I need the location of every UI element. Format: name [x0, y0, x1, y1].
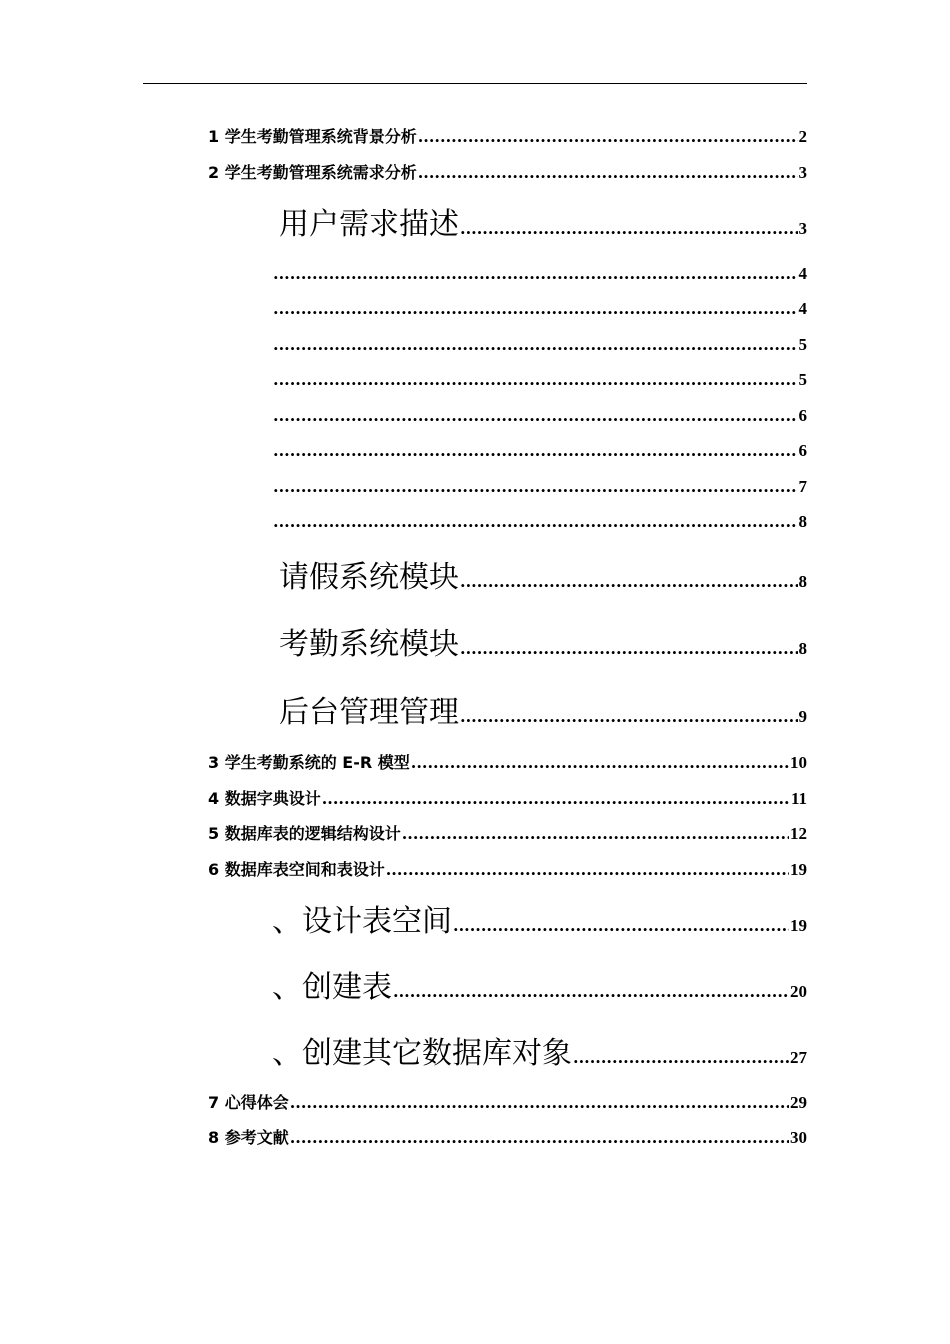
toc-entry[interactable] — [272, 1028, 807, 1072]
toc-page-number: 10 — [790, 753, 807, 772]
toc-entry[interactable] — [272, 264, 807, 284]
toc-page-number: 27 — [790, 1048, 807, 1067]
header-rule — [143, 83, 807, 84]
dot-leader — [460, 639, 798, 658]
toc-entry[interactable] — [208, 821, 807, 844]
toc-entry-title: 4 数据字典设计 — [208, 789, 321, 808]
dot-leader — [290, 1128, 789, 1147]
toc-entry[interactable] — [279, 552, 807, 596]
toc-page-number: 7 — [798, 477, 807, 496]
toc-entry-title: 2 学生考勤管理系统需求分析 — [208, 163, 417, 182]
dot-leader — [393, 982, 789, 1001]
dot-leader — [322, 789, 790, 808]
toc-entry[interactable] — [208, 1125, 807, 1148]
dot-leader — [460, 219, 798, 238]
toc-entry[interactable] — [208, 124, 807, 147]
toc-entry-title: 用户需求描述 — [279, 207, 459, 242]
dot-leader — [418, 163, 798, 182]
dot-leader — [273, 441, 798, 460]
toc-entry[interactable] — [208, 786, 807, 809]
dot-leader — [460, 707, 798, 726]
dot-leader — [290, 1093, 789, 1112]
toc-page-number: 5 — [798, 370, 807, 389]
toc-entry[interactable] — [272, 335, 807, 355]
toc-entry[interactable] — [272, 896, 807, 940]
toc-entry[interactable] — [272, 441, 807, 461]
dot-leader — [386, 860, 789, 879]
toc-page-number: 5 — [798, 335, 807, 354]
dot-leader — [273, 370, 798, 389]
dot-leader — [273, 264, 798, 283]
toc-page-number: 19 — [790, 860, 807, 879]
toc-entry[interactable] — [272, 962, 807, 1006]
dot-leader — [453, 916, 789, 935]
toc-entry-title: 5 数据库表的逻辑结构设计 — [208, 824, 401, 843]
toc-entry-title: 6 数据库表空间和表设计 — [208, 860, 385, 879]
toc-page-number: 19 — [790, 916, 807, 935]
toc-page-number: 6 — [798, 406, 807, 425]
toc-entry[interactable] — [272, 406, 807, 426]
dot-leader — [402, 824, 789, 843]
dot-leader — [573, 1048, 789, 1067]
toc-entry-title: 考勤系统模块 — [279, 627, 459, 662]
toc-entry[interactable] — [272, 512, 807, 532]
toc-entry[interactable] — [208, 857, 807, 880]
toc-entry-title: 7 心得体会 — [208, 1093, 289, 1112]
toc-entry-title: 、创建表 — [272, 970, 392, 1005]
toc-page-number: 4 — [798, 264, 807, 283]
toc-entry-title: 3 学生考勤系统的 E-R 模型 — [208, 753, 410, 772]
toc-entry-title: 请假系统模块 — [279, 560, 459, 595]
dot-leader — [460, 572, 798, 591]
toc-page-number: 4 — [798, 299, 807, 318]
toc-page-number: 9 — [798, 707, 807, 726]
toc-page-number: 2 — [798, 127, 807, 146]
toc-entry-title: 、创建其它数据库对象 — [272, 1036, 572, 1071]
toc-page-number: 6 — [798, 441, 807, 460]
toc-page-number: 30 — [790, 1128, 807, 1147]
toc-entry[interactable] — [279, 619, 807, 663]
toc-entry[interactable] — [208, 1090, 807, 1113]
toc-entry-title: 1 学生考勤管理系统背景分析 — [208, 127, 417, 146]
toc-page-number: 20 — [790, 982, 807, 1001]
toc-page-number: 3 — [798, 219, 807, 238]
toc-entry[interactable] — [279, 199, 807, 243]
dot-leader — [273, 299, 798, 318]
toc-entry-title: 8 参考文献 — [208, 1128, 289, 1147]
dot-leader — [418, 127, 798, 146]
toc-page-number: 29 — [790, 1093, 807, 1112]
toc-entry[interactable] — [272, 477, 807, 497]
toc-page-number: 12 — [790, 824, 807, 843]
dot-leader — [273, 512, 798, 531]
toc-page-number: 8 — [798, 572, 807, 591]
toc-entry-title: 后台管理管理 — [279, 695, 459, 730]
toc-entry-title: 、设计表空间 — [272, 904, 452, 939]
toc-entry[interactable] — [272, 299, 807, 319]
dot-leader — [411, 753, 789, 772]
dot-leader — [273, 335, 798, 354]
toc-entry[interactable] — [208, 160, 807, 183]
toc-page-number: 8 — [798, 639, 807, 658]
toc-entry[interactable] — [208, 750, 807, 773]
dot-leader — [273, 406, 798, 425]
dot-leader — [273, 477, 798, 496]
toc-entry[interactable] — [272, 370, 807, 390]
toc-entry[interactable] — [279, 687, 807, 731]
toc-page-number: 11 — [790, 789, 807, 808]
toc-page-number: 8 — [798, 512, 807, 531]
toc-page-number: 3 — [798, 163, 807, 182]
